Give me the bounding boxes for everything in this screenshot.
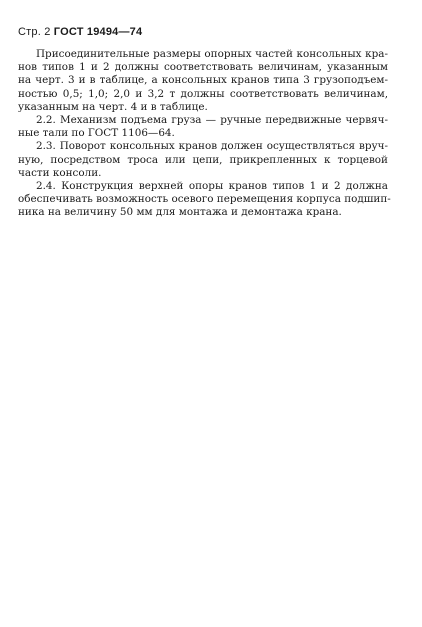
paragraph-1 bbox=[18, 48, 388, 114]
text-line: части консоли. bbox=[18, 166, 102, 179]
paragraph-2-3 bbox=[18, 140, 388, 180]
text-line: нов типов 1 и 2 должны соответствовать величинам, указанным bbox=[18, 61, 388, 74]
text-line: обеспечивать возможность осевого перемещения корпуса подшип- bbox=[18, 193, 391, 206]
text-line: ника на величину 50 мм для монтажа и демонтажа крана. bbox=[18, 206, 342, 219]
text-line: на черт. 3 и в таблице, а консольных кранов типа 3 грузоподъем- bbox=[18, 74, 388, 87]
text-line: ностью 0,5; 1,0; 2,0 и 3,2 т должны соответствовать величинам, bbox=[18, 87, 388, 100]
standard-code: ГОСТ 19494—74 bbox=[53, 26, 143, 38]
text-line: ные тали по ГОСТ 1106—64. bbox=[18, 127, 175, 140]
text-line: 2.4. Конструкция верхней опоры кранов типов 1 и 2 должна bbox=[36, 180, 388, 193]
text-line: Присоединительные размеры опорных частей консольных кра- bbox=[36, 48, 388, 60]
paragraph-2-4 bbox=[18, 180, 391, 220]
paragraph-2-2 bbox=[18, 114, 388, 140]
page-header bbox=[18, 26, 142, 38]
text-line: 2.3. Поворот консольных кранов должен осуществляться вруч- bbox=[36, 140, 388, 153]
text-line: ную, посредством троса или цепи, прикрепленных к торцевой bbox=[18, 153, 388, 166]
text-line: 2.2. Механизм подъема груза — ручные передвижные червяч- bbox=[36, 114, 388, 127]
document-body bbox=[18, 48, 391, 220]
page-number: Стр. 2 bbox=[18, 26, 51, 38]
text-line: указанным на черт. 4 и в таблице. bbox=[18, 100, 208, 113]
